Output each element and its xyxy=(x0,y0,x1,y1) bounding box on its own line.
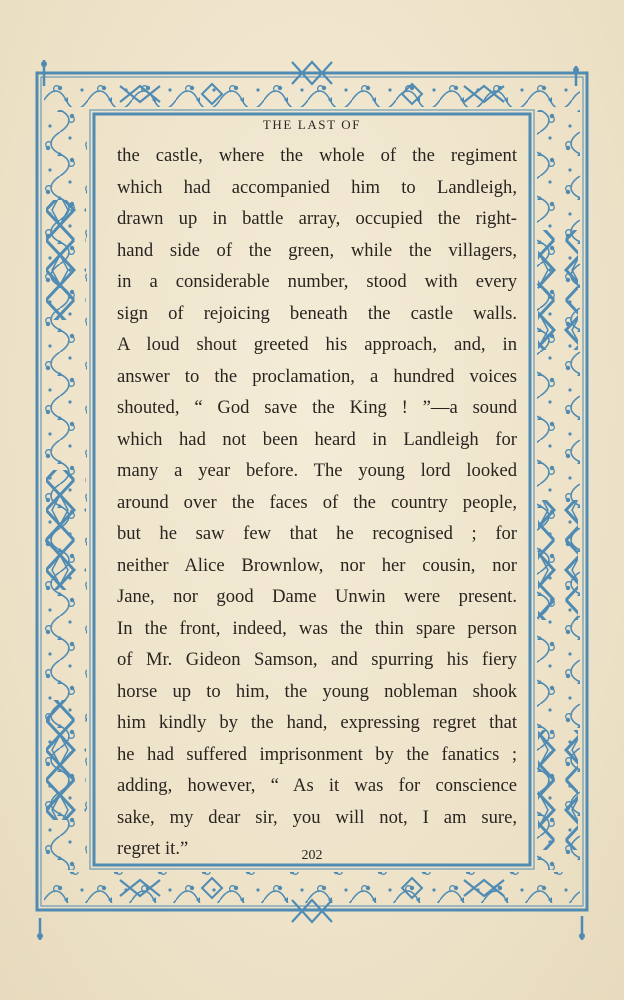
text-line: regret it.” xyxy=(117,838,189,859)
text-line: sign of rejoicing beneath the castle walls. xyxy=(117,302,517,324)
text-line: Jane, nor good Dame Unwin were present. xyxy=(117,586,517,607)
text-line: around over the faces of the country people, xyxy=(117,491,517,513)
text-line: hand side of the green, while the villagers, xyxy=(117,239,517,261)
text-line: sake, my dear sir, you will not, I am sure, xyxy=(117,806,517,828)
text-line: neither Alice Brownlow, nor her cousin, nor xyxy=(117,554,517,576)
text-line: A loud shout greeted his approach, and, in xyxy=(117,334,517,355)
page-number: 202 xyxy=(301,848,323,863)
text-line: shouted, “ God save the King ! ”—a sound xyxy=(117,397,517,418)
text-line: the castle, where the whole of the regiment xyxy=(117,145,517,166)
text-line: In the front, indeed, was the thin spare person xyxy=(117,617,517,639)
text-line: which had not been heard in Landleigh for xyxy=(117,428,517,450)
text-line: which had accompanied him to Landleigh, xyxy=(117,176,517,198)
text-line: drawn up in battle array, occupied the right- xyxy=(117,208,517,229)
text-line: in a considerable number, stood with every xyxy=(117,271,517,292)
text-line: but he saw few that he recognised ; for xyxy=(117,523,517,544)
running-head: THE LAST OF xyxy=(262,117,362,132)
text-line: of Mr. Gideon Samson, and spurring his fiery xyxy=(117,649,517,670)
body-text xyxy=(117,140,517,865)
text-line: adding, however, “ As it was for conscience xyxy=(117,775,517,796)
text-line: him kindly by the hand, expressing regret that xyxy=(117,712,517,733)
text-line: many a year before. The young lord looked xyxy=(117,460,517,481)
text-line: horse up to him, the young nobleman shook xyxy=(117,680,517,702)
text-line: he had suffered imprisonment by the fanatics ; xyxy=(117,743,517,765)
text-line: answer to the proclamation, a hundred voices xyxy=(117,365,517,387)
